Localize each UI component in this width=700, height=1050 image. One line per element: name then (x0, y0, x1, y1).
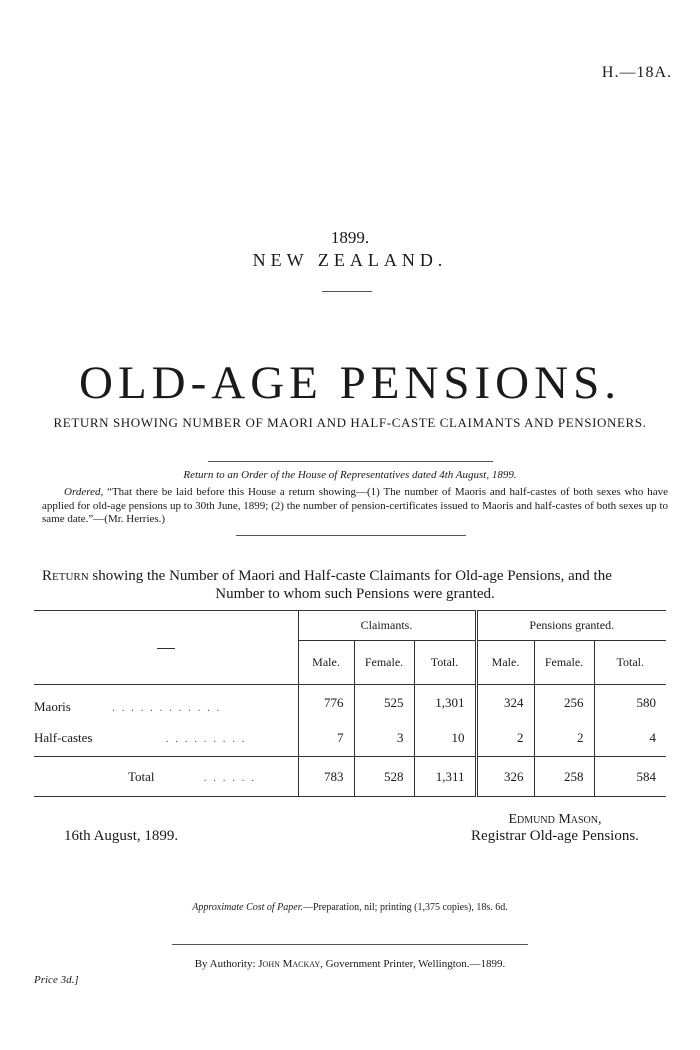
leader-dots: . . . . . . . . . . . . (112, 701, 222, 714)
cell: 326 (476, 757, 534, 797)
price: Price 3d.] (34, 974, 79, 986)
cell: 1,301 (414, 685, 476, 721)
col-pensions-male: Male. (476, 641, 534, 685)
cost-note (0, 902, 700, 913)
total-label (34, 757, 298, 797)
col-claimants-male: Male. (298, 641, 354, 685)
row-label-text: Half-castes (34, 730, 93, 746)
return-heading (42, 567, 668, 603)
document-subtitle: RETURN SHOWING NUMBER OF MAORI AND HALF-CASTE CLAIMANTS AND PENSIONERS. (53, 415, 647, 430)
cost-label: Approximate Cost of Paper. (192, 902, 304, 913)
ordered-body: “That there be laid before this House a return showing—(1) The number of Maoris and half-castes of both sexes who have applied for old-age pensions up to 30th June, 1899; (2) the number of pension-certificates issued to Maoris and half-castes of both sexes up to same date.”—(Mr. Herries.) (42, 486, 669, 525)
table-row (34, 685, 666, 721)
printer-imprint (0, 958, 700, 970)
document-country: NEW ZEALAND. (252, 250, 448, 270)
divider (208, 461, 493, 462)
return-heading-line2: Number to whom such Pensions were granted. (215, 586, 495, 602)
return-heading-lead: Return (42, 568, 89, 584)
cell: 2 (476, 721, 534, 757)
leader-dots: . . . . . . . . . (165, 733, 247, 746)
divider (172, 944, 528, 945)
cell: 783 (298, 757, 354, 797)
document-title: OLD-AGE PENSIONS. (79, 357, 621, 409)
order-text (42, 486, 668, 527)
document-reference: H.—18A. (601, 64, 672, 81)
cell: 580 (636, 694, 656, 710)
group-pensions: Pensions granted. (529, 618, 615, 632)
table-row (34, 721, 666, 757)
row-label (34, 721, 298, 757)
cell: 258 (534, 757, 594, 797)
authority-suffix: Government Printer, Wellington.—1899. (325, 958, 506, 970)
table-total-row (34, 757, 666, 797)
col-pensions-female: Female. (534, 641, 594, 685)
cell: 776 (298, 685, 354, 721)
divider (322, 291, 372, 292)
document-date: 16th August, 1899. (64, 828, 179, 844)
total-label-text: Total (128, 768, 155, 784)
cell: 4 (649, 730, 656, 746)
cell: 2 (534, 721, 594, 757)
col-claimants-female: Female. (354, 641, 414, 685)
document-year: 1899. (330, 228, 370, 247)
cell: 324 (476, 685, 534, 721)
cost-text: —Preparation, nil; printing (1,375 copies), 18s. 6d. (303, 902, 508, 913)
cell: 525 (354, 685, 414, 721)
cell: 584 (636, 768, 656, 784)
group-claimants: Claimants. (298, 611, 476, 641)
authority-prefix: By Authority: (194, 958, 256, 970)
col-claimants-total: Total. (414, 641, 476, 685)
cell: 10 (414, 721, 476, 757)
cell: 7 (298, 721, 354, 757)
cell: 1,311 (414, 757, 476, 797)
stub-header (34, 611, 298, 685)
stub-header-dash (157, 648, 175, 649)
ordered-label: Ordered, (64, 486, 104, 498)
signature-title: Registrar Old-age Pensions. (471, 828, 639, 844)
signature-name: Edmund Mason, (508, 812, 602, 827)
return-heading-line1: showing the Number of Maori and Half-caste Claimants for Old-age Pensions, and the (92, 568, 612, 584)
row-label (34, 685, 298, 721)
printer-name: John Mackay, (258, 958, 323, 970)
order-line: Return to an Order of the House of Representatives dated 4th August, 1899. (183, 469, 517, 481)
leader-dots: . . . . . . (203, 771, 257, 784)
row-label-text: Maoris (34, 698, 71, 714)
divider (236, 535, 466, 536)
cell: 528 (354, 757, 414, 797)
cell: 3 (354, 721, 414, 757)
returns-table (34, 610, 666, 797)
col-pensions-total: Total. (594, 641, 666, 685)
cell: 256 (534, 685, 594, 721)
